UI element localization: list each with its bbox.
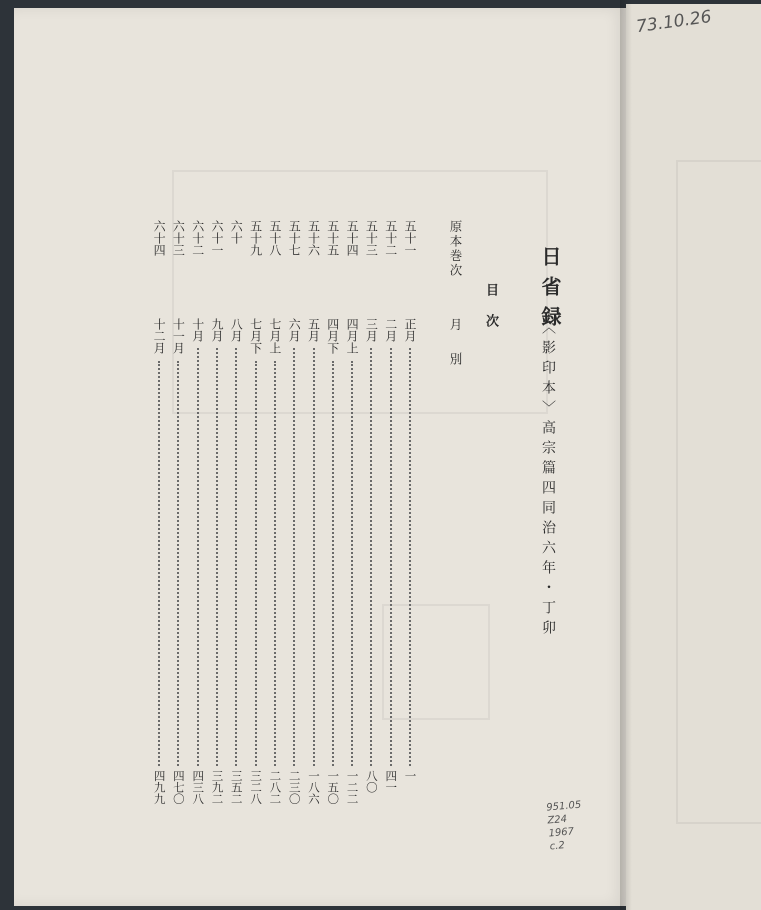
month-label: 九月 <box>210 318 224 342</box>
page-number: 四一 <box>384 770 399 793</box>
month-label: 六月 <box>287 318 302 342</box>
dot-leader <box>274 361 276 766</box>
page-number: 一 <box>403 770 418 782</box>
month-label: 八月 <box>229 318 244 342</box>
page-number: 二三〇 <box>287 770 302 805</box>
month-label: 四月下 <box>325 318 340 354</box>
month-label: 三月 <box>364 318 379 342</box>
volume-number: 五十九 <box>248 220 263 256</box>
volume-number: 五十五 <box>325 220 340 256</box>
month-label: 十二月 <box>152 318 167 354</box>
volume-number: 五十三 <box>364 220 379 256</box>
month-column-heading: 月別 <box>448 318 463 387</box>
handwritten-date: 73.10.26 <box>634 6 713 38</box>
volume-number: 六十三 <box>171 220 186 256</box>
book-subtitle: 〈影印本〉高宗篇四同治六年・丁卯 <box>540 320 556 640</box>
dot-leader <box>235 348 237 766</box>
month-label: 五月 <box>306 318 321 342</box>
page-fold <box>620 0 632 910</box>
month-label: 四月上 <box>345 318 360 354</box>
month-label: 七月下 <box>248 318 263 354</box>
page-number: 四三八 <box>191 770 206 805</box>
volume-column-heading: 原本巻次 <box>448 220 463 278</box>
dot-leader <box>370 348 372 766</box>
page-number: 四七〇 <box>171 770 186 805</box>
volume-number: 六十二 <box>190 220 205 256</box>
volume-number: 五十八 <box>267 220 282 256</box>
page-number: 三二八 <box>249 770 264 805</box>
bleed-through-box <box>676 160 761 824</box>
page-number: 四九九 <box>152 770 167 805</box>
month-label: 十月 <box>190 318 205 342</box>
volume-number: 五十七 <box>287 220 302 256</box>
page-number: 一二二 <box>345 770 360 805</box>
handwritten-call-number: 951.05 Z24 1967 c.2 <box>545 799 582 853</box>
book-title: 日省録 <box>538 246 562 336</box>
page-number: 三五二 <box>229 770 244 805</box>
page-number: 一八六 <box>307 770 321 805</box>
dot-leader <box>177 361 179 766</box>
month-label: 十一月 <box>171 318 186 354</box>
dot-leader <box>313 348 315 766</box>
page-number: 二八二 <box>268 770 283 805</box>
page-number: 三九二 <box>210 770 225 805</box>
month-label: 二月 <box>383 318 398 342</box>
dot-leader <box>197 348 199 766</box>
dot-leader <box>390 348 392 766</box>
month-label: 七月上 <box>267 318 282 354</box>
dot-leader <box>216 348 218 766</box>
page-number: 一五〇 <box>326 770 341 805</box>
dot-leader <box>351 361 353 766</box>
month-label: 正月 <box>403 318 417 342</box>
volume-number: 六十一 <box>210 220 224 256</box>
toc-heading: 目次 <box>483 283 498 345</box>
dot-leader <box>293 348 295 766</box>
volume-number: 六十四 <box>152 220 167 256</box>
volume-number: 五十六 <box>306 220 321 256</box>
dot-leader <box>409 348 411 766</box>
dot-leader <box>255 361 257 766</box>
volume-number: 五十一 <box>403 220 417 256</box>
volume-number: 六十 <box>229 220 244 244</box>
page-number: 八〇 <box>364 770 379 793</box>
dot-leader <box>332 361 334 766</box>
volume-number: 五十四 <box>345 220 360 256</box>
bleed-through-seal <box>382 604 490 720</box>
volume-number: 五十二 <box>383 220 398 256</box>
dot-leader <box>158 361 160 766</box>
